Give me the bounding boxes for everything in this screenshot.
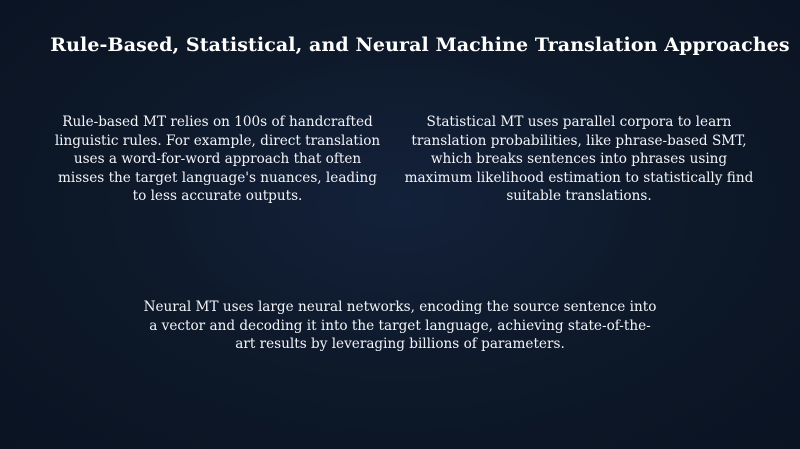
statistical-mt-text: Statistical MT uses parallel corpora to learn translation probabilities, like phrase-based SMT, which breaks sentences into phrases using maximum likelihood estimation to statistically find suitable translations. xyxy=(404,114,754,204)
rule-based-mt-text: Rule-based MT relies on 100s of handcrafted linguistic rules. For example, direct translation uses a word-for-word approach that often misses the target language's nuances, leading to less accurate outputs. xyxy=(54,114,381,204)
slide-title: Rule-Based, Statistical, and Neural Machine Translation Approaches xyxy=(50,34,790,56)
neural-mt-text: Neural MT uses large neural networks, encoding the source sentence into a vector and decoding it into the target language, achieving state-of-the-art results by leveraging billions of parameters. xyxy=(143,299,657,352)
